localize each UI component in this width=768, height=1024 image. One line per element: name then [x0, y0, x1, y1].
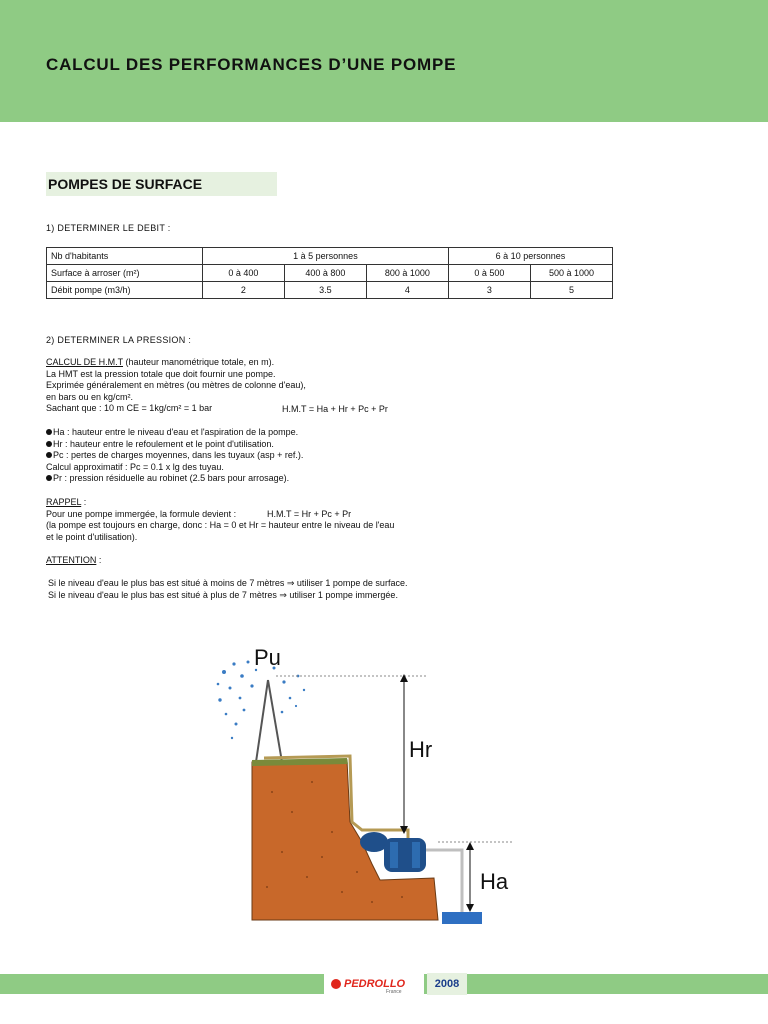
logo-text: PEDROLLO: [344, 978, 406, 990]
pu-label: Pu: [254, 645, 281, 670]
bullet-list: [46, 427, 303, 485]
list-item: [46, 427, 303, 439]
hmt-block: [46, 357, 306, 415]
table-cell: 800 à 1000: [366, 265, 448, 282]
rappel-label: RAPPEL: [46, 497, 82, 507]
table-cell: 3.5: [284, 282, 366, 299]
document-title: CALCUL DES PERFORMANCES D’UNE POMPE: [46, 55, 457, 74]
table-cell: 4: [366, 282, 448, 299]
attention-label: ATTENTION: [46, 555, 97, 565]
water-level: [442, 912, 482, 924]
list-item: [46, 462, 303, 474]
rappel-formula: H.M.T = Hr + Pc + Pr: [267, 509, 352, 519]
table-cell: 1 à 5 personnes: [202, 248, 448, 265]
table-cell: 2: [202, 282, 284, 299]
table-row: [47, 265, 613, 282]
ha-arrow-bottom: [466, 904, 474, 912]
section-title: POMPES DE SURFACE: [46, 172, 277, 196]
bullet-text: Calcul approximatif : Pc = 0.1 x lg des tuyau.: [46, 461, 224, 472]
rappel-suffix: :: [81, 497, 87, 507]
table-row: [47, 282, 613, 299]
table-row-header: Débit pompe (m3/h): [47, 282, 203, 299]
list-item: [46, 473, 303, 485]
table-cell: 0 à 500: [448, 265, 530, 282]
hmt-line: en bars ou en kg/cm².: [46, 391, 134, 402]
hmt-line: Exprimée généralement en mètres (ou mètres de colonne d'eau),: [46, 380, 306, 390]
ha-label: Ha: [480, 869, 509, 894]
hmt-line: Sachant que : 10 m CE = 1kg/cm² = 1 bar: [46, 403, 213, 413]
table-cell: 500 à 1000: [530, 265, 612, 282]
pedrollo-logo-icon: [324, 973, 424, 995]
table-row-header: Nb d'habitants: [47, 248, 203, 265]
step1-title: 1) DETERMINER LE DEBIT :: [46, 223, 171, 233]
footer-logo: [324, 973, 424, 995]
bullet-text: Pr : pression résiduelle au robinet (2.5 bars pour arrosage).: [53, 473, 290, 483]
attention-line: Si le niveau d'eau le plus bas est situé à plus de 7 mètres ⇒ utiliser 1 pompe immergée.: [48, 589, 398, 600]
table-cell: 400 à 800: [284, 265, 366, 282]
ha-arrow-top: [466, 842, 474, 850]
bullet-icon: [46, 452, 52, 458]
hmt-heading-line: [46, 357, 306, 369]
table-cell: 3: [448, 282, 530, 299]
logo-subtext: France: [386, 989, 402, 995]
list-item: [46, 450, 303, 462]
hmt-line: La HMT est la pression totale que doit fournir une pompe.: [46, 368, 276, 379]
hr-arrow-top: [400, 674, 408, 682]
hmt-description: (hauteur manométrique totale, en m).: [123, 357, 275, 367]
step2-title: 2) DETERMINER LA PRESSION :: [46, 335, 192, 345]
rappel-heading: [46, 497, 394, 509]
attention-notes: [48, 578, 407, 601]
bullet-icon: [46, 475, 52, 481]
table-cell: 6 à 10 personnes: [448, 248, 612, 265]
table-row: [47, 248, 613, 265]
rappel-line: et le point d'utilisation).: [46, 531, 138, 542]
table-cell: 0 à 400: [202, 265, 284, 282]
pump-diagram: [212, 642, 522, 924]
footer-year: 2008: [427, 973, 467, 995]
nozzle-pipe: [256, 680, 282, 762]
debit-table: [46, 247, 613, 299]
rappel-line: (la pompe est toujours en charge, donc : Ha = 0 et Hr = hauteur entre le niveau de l'eau: [46, 520, 395, 530]
hmt-label: CALCUL DE H.M.T: [46, 357, 124, 367]
bullet-text: Hr : hauteur entre le refoulement et le point d'utilisation.: [53, 438, 274, 449]
list-item: [46, 439, 303, 451]
bullet-text: Ha : hauteur entre le niveau d'eau et l'aspiration de la pompe.: [53, 427, 299, 437]
attention-heading: [46, 555, 101, 567]
attention-suffix: :: [96, 555, 102, 565]
table-cell: 5: [530, 282, 612, 299]
rappel-line: Pour une pompe immergée, la formule devient :: [46, 508, 237, 519]
table-row-header: Surface à arroser (m²): [47, 265, 203, 282]
hmt-formula: H.M.T = Ha + Hr + Pc + Pr: [282, 404, 388, 414]
bullet-icon: [46, 441, 52, 447]
bullet-text: Pc : pertes de charges moyennes, dans les tuyaux (asp + ref.).: [53, 450, 304, 460]
attention-line: Si le niveau d'eau le plus bas est situé à moins de 7 mètres ⇒ utiliser 1 pompe de surface.: [48, 578, 408, 588]
bullet-icon: [46, 429, 52, 435]
hr-label: Hr: [409, 737, 433, 762]
